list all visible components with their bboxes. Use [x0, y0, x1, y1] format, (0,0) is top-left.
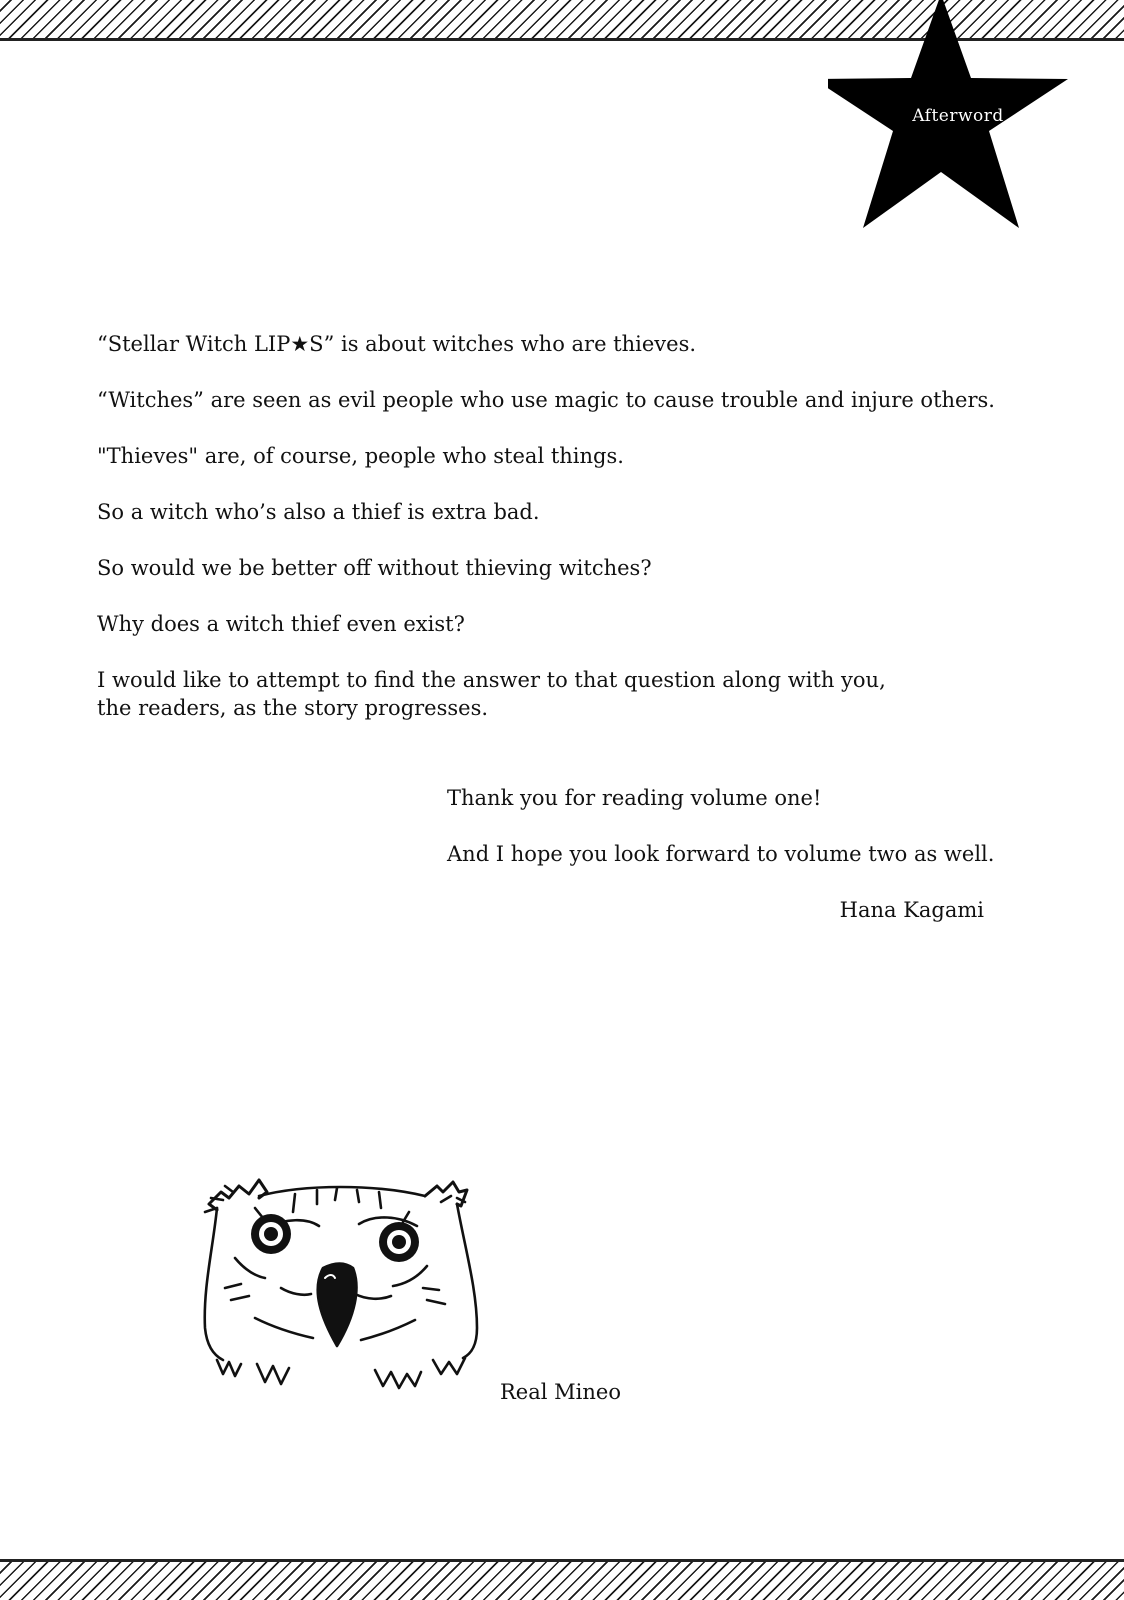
paragraph-line: I would like to attempt to find the answer to that question along with you, — [97, 668, 886, 692]
paragraph-line: the readers, as the story progresses. — [97, 696, 489, 720]
illustration-caption: Real Mineo — [500, 1380, 621, 1404]
paragraph: So would we be better off without thieving witches? — [97, 556, 652, 580]
bottom-hatched-border — [0, 1559, 1124, 1600]
paragraph: "Thieves" are, of course, people who steal things. — [97, 444, 624, 468]
closing-line: And I hope you look forward to volume two as well. — [447, 842, 995, 866]
paragraph: So a witch who’s also a thief is extra bad. — [97, 500, 540, 524]
paragraph: “Stellar Witch LIP★S” is about witches who are thieves. — [97, 332, 697, 356]
paragraph-final — [97, 666, 1057, 722]
owl-icon — [195, 1178, 495, 1418]
paragraph: “Witches” are seen as evil people who use magic to cause trouble and injure others. — [97, 388, 995, 412]
afterword-star-badge — [828, 0, 1088, 234]
afterword-title: Afterword — [912, 106, 1004, 126]
paragraph: Why does a witch thief even exist? — [97, 612, 465, 636]
closing-line: Thank you for reading volume one! — [447, 786, 822, 810]
closing-block — [447, 784, 1007, 896]
author-signature: Hana Kagami — [839, 898, 984, 922]
afterword-body — [97, 330, 1057, 750]
